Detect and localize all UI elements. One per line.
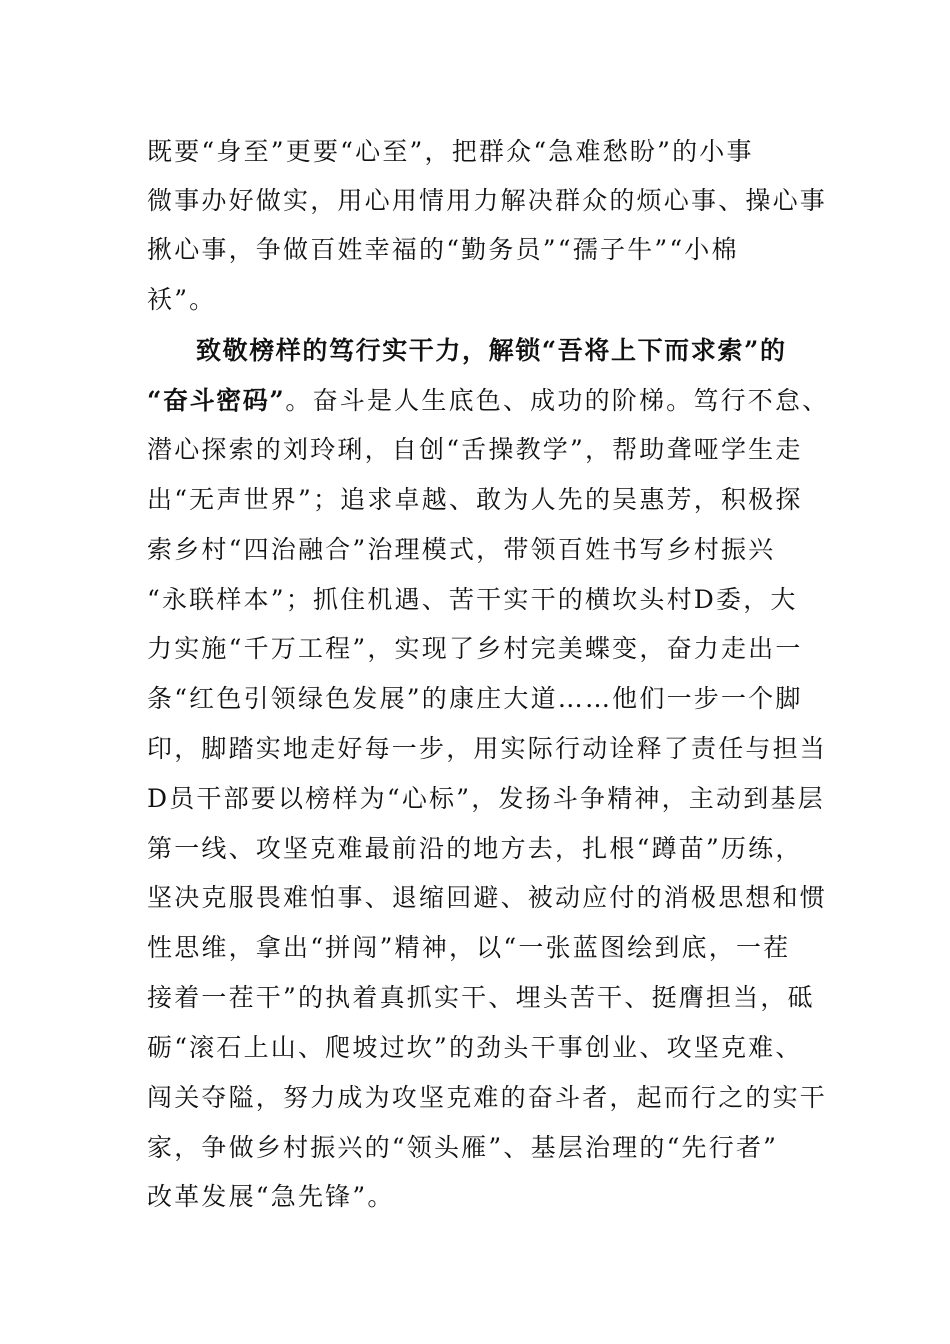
paragraph-2-line-7: 力实施“千万工程”，实现了乡村完美蝶变，奋力走出一 <box>147 634 803 663</box>
paragraph-2-line-11: 第一线、攻坚克难最前沿的地方去，扎根“蹲苗”历练， <box>147 834 803 863</box>
paragraph-2-line-14: 接着一茬干”的执着真抓实干、埋头苦干、挺膺担当，砥 <box>147 983 815 1012</box>
paragraph-2-line-12: 坚决克服畏难怕事、退缩回避、被动应付的消极思想和惯 <box>147 883 828 912</box>
paragraph-2-line-15: 砺“滚石上山、爬坡过坎”的劲头干事创业、攻坚克难、 <box>147 1033 803 1062</box>
paragraph-2-line-8: 条“红色引领绿色发展”的康庄大道……他们一步一个脚 <box>147 684 803 713</box>
paragraph-2-line-2 <box>147 386 830 416</box>
paragraph-2-line-16: 闯关夺隘，努力成为攻坚克难的奋斗者，起而行之的实干 <box>147 1083 828 1112</box>
paragraph-2-line-4: 出“无声世界”；追求卓越、敢为人先的吴惠芳，积极探 <box>147 485 803 514</box>
paragraph-2-line-10: D员干部要以榜样为“心标”，发扬斗争精神，主动到基层 <box>147 784 825 813</box>
paragraph-2-line-17: 家，争做乡村振兴的“领头雁”、基层治理的“先行者” <box>147 1133 779 1162</box>
paragraph-1-line-2: 微事办好做实，用心用情用力解决群众的烦心事、操心事 <box>147 186 828 215</box>
paragraph-2-heading-line-2: “奋斗密码” <box>147 386 286 415</box>
paragraph-2-heading-line-1: 致敬榜样的笃行实干力，解锁“吾将上下而求索”的 <box>196 336 787 365</box>
paragraph-2-line-3: 潜心探索的刘玲琍，自创“舌操教学”，帮助聋哑学生走 <box>147 435 803 464</box>
paragraph-2-line-6: “永联样本”；抓住机遇、苦干实干的横坎头村D委，大 <box>147 585 798 614</box>
paragraph-2-line-18: 改革发展“急先锋”。 <box>147 1182 395 1211</box>
paragraph-1-line-4: 袄”。 <box>147 285 217 314</box>
paragraph-2-line-2-rest: 。奋斗是人生底色、成功的阶梯。笃行不怠、 <box>285 386 830 415</box>
paragraph-2-line-13: 性思维，拿出“拼闯”精神，以“一张蓝图绘到底，一茬 <box>147 933 791 962</box>
paragraph-2-line-9: 印，脚踏实地走好每一步，用实际行动诠释了责任与担当 <box>147 734 828 763</box>
paragraph-1-line-1: 既要“身至”更要“心至”，把群众“急难愁盼”的小事 <box>147 137 754 166</box>
paragraph-1-line-3: 揪心事，争做百姓幸福的“勤务员”“孺子牛”“小棉 <box>147 235 739 264</box>
paragraph-2-line-5: 索乡村“四治融合”治理模式，带领百姓书写乡村振兴 <box>147 535 776 564</box>
